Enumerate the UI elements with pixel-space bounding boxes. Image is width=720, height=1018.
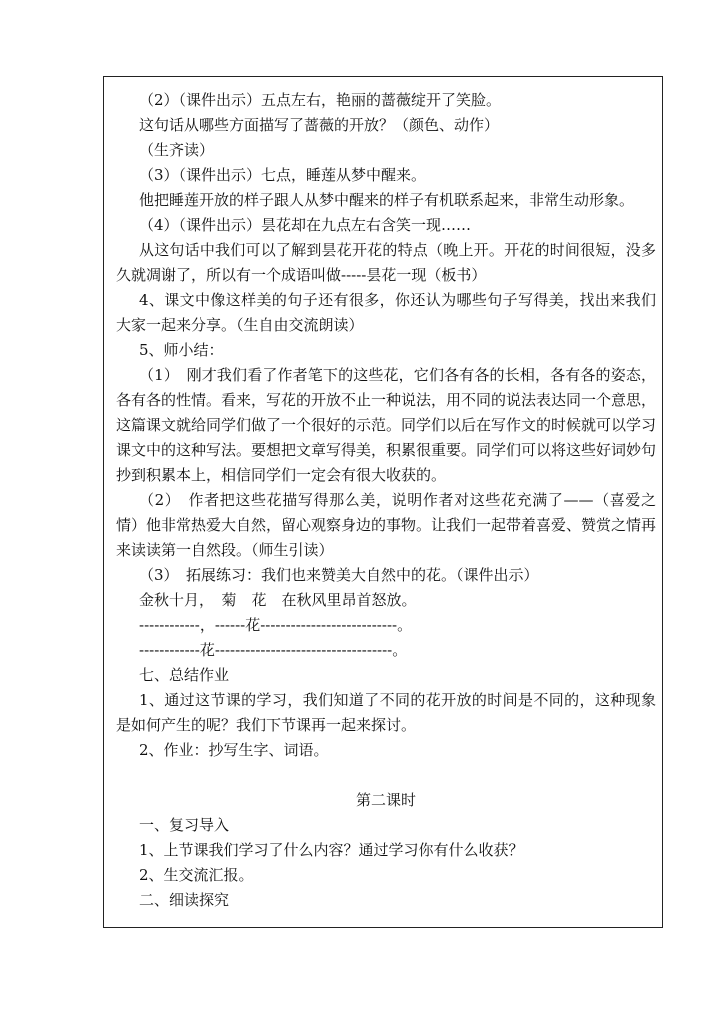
- section-heading: 一、复习导入: [139, 816, 230, 834]
- paragraph: 1、上节课我们学习了什么内容？通过学习你有什么收获？: [139, 841, 524, 859]
- paragraph: （4）（课件出示）昙花却在九点左右含笑一现……: [139, 216, 472, 234]
- paragraph: （3） 拓展练习：我们也来赞美大自然中的花。（课件出示）: [139, 566, 539, 584]
- paragraph: 1、通过这节课的学习，我们知道了不同的花开放的时间是不同的，这种现象是如何产生的呢？我们下节课再一起来探讨。: [116, 691, 656, 734]
- paragraph: 2、作业：抄写生字、词语。: [139, 741, 329, 759]
- paragraph: （2） 作者把这些花描写得那么美，说明作者对这些花充满了——（喜爱之情）他非常热爱大自然，留心观察身边的事物。让我们一起带着喜爱、赞赏之情再来读读第一自然段。（师生引读）: [116, 491, 657, 559]
- paragraph: ------------，------花---------------------------。: [139, 616, 413, 634]
- paragraph: （3）（课件出示）七点，睡莲从梦中醒来。: [139, 166, 427, 184]
- section-heading: 七、总结作业: [139, 666, 230, 684]
- paragraph: （生齐读）: [139, 141, 215, 159]
- lesson-plan-text: [116, 88, 656, 913]
- paragraph: （1） 刚才我们看了作者笔下的这些花，它们各有各的长相，各有各的姿态，各有各的性情。看来，写花的开放不止一种说法，用不同的说法表达同一个意思，这篇课文就给同学们做了一个很好的示范。同学们以后在写作文的时候就可以学习课文中的这种写法。要想把文章写得美，积累很重要。同学们可以将这些好词妙句抄到积累本上，相信同学们一定会有很大收获的。: [116, 366, 657, 484]
- paragraph: 5、师小结：: [139, 341, 224, 359]
- paragraph: 2、生交流汇报。: [139, 866, 254, 884]
- spacer: [116, 763, 656, 788]
- paragraph: 他把睡莲开放的样子跟人从梦中醒来的样子有机联系起来，非常生动形象。: [139, 191, 635, 209]
- paragraph: （2）（课件出示）五点左右，艳丽的蔷薇绽开了笑脸。: [139, 91, 502, 109]
- paragraph: 从这句话中我们可以了解到昙花开花的特点（晚上开。开花的时间很短，没多久就凋谢了，所以有一个成语叫做-----昙花一现（板书）: [116, 241, 656, 284]
- section-title: 第二课时: [355, 791, 416, 809]
- paragraph: 金秋十月， 菊 花 在秋风里昂首怒放。: [139, 591, 417, 609]
- paragraph: 这句话从哪些方面描写了蔷薇的开放？（颜色、动作）: [139, 116, 500, 134]
- paragraph: ------------花-----------------------------------。: [139, 641, 408, 659]
- section-heading: 二、细读探究: [139, 891, 230, 909]
- paragraph: 4、课文中像这样美的句子还有很多，你还认为哪些句子写得美，找出来我们大家一起来分享。（生自由交流朗读）: [116, 291, 656, 334]
